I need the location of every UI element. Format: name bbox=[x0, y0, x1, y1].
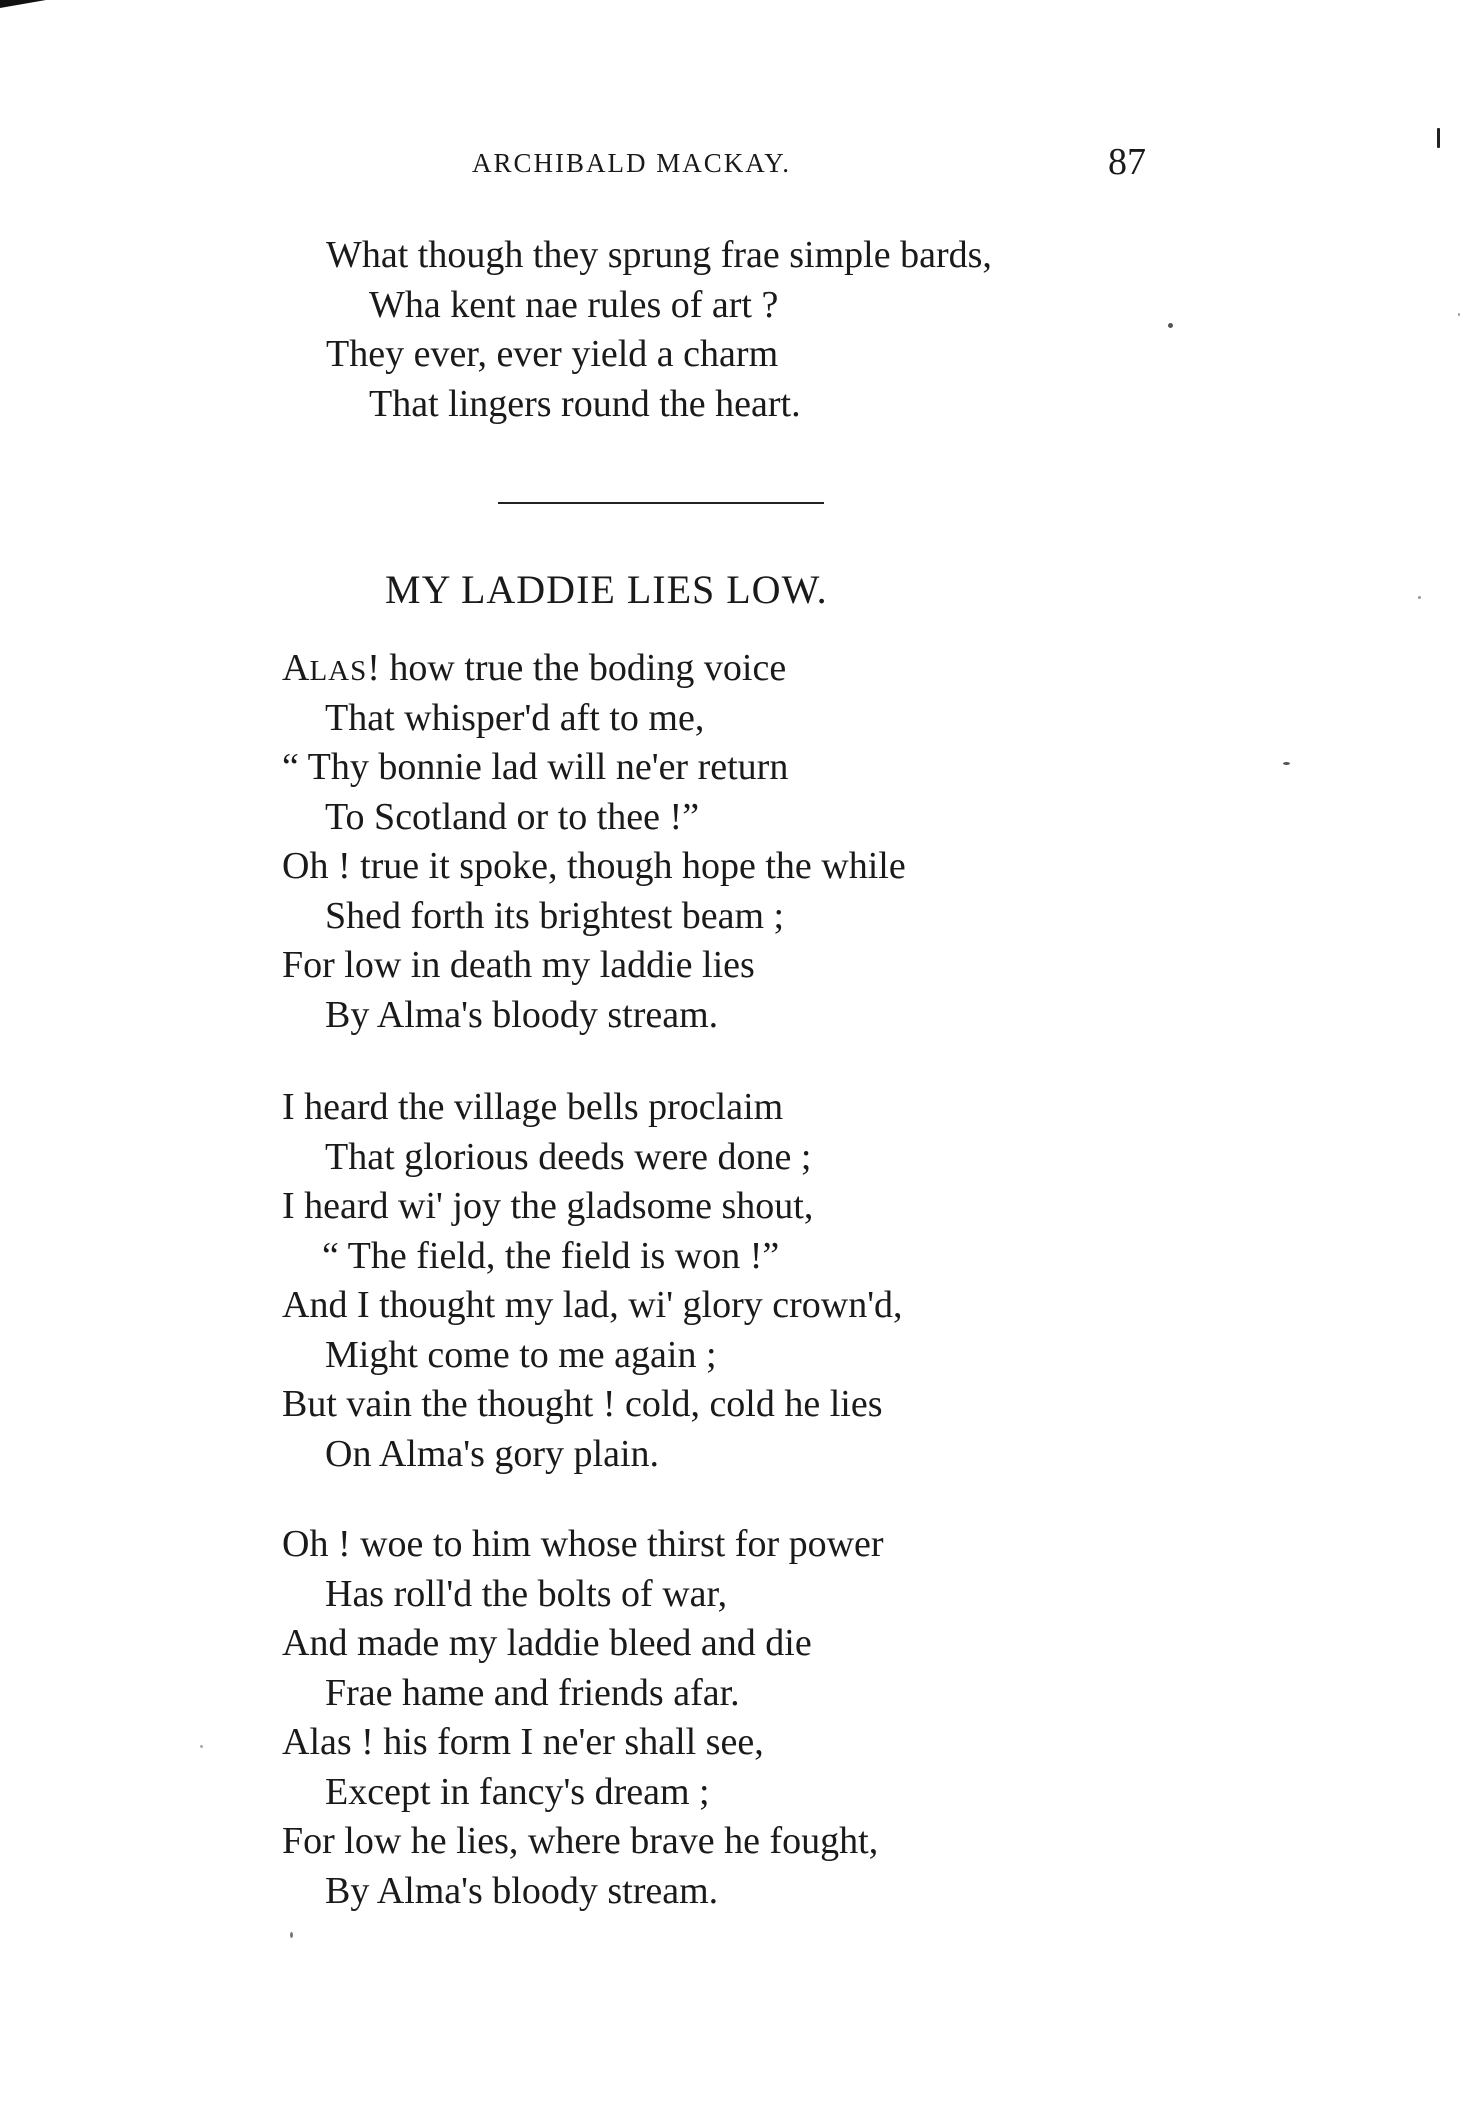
verse-line: Wha kent nae rules of art ? bbox=[369, 283, 779, 326]
scan-speck bbox=[200, 1745, 203, 1748]
page-corner-mark bbox=[0, 0, 46, 8]
verse-line: To Scotland or to thee !” bbox=[325, 795, 700, 838]
verse-line: Oh ! woe to him whose thirst for power bbox=[282, 1523, 884, 1565]
stanza-2 bbox=[282, 1083, 903, 1479]
section-divider bbox=[498, 502, 824, 504]
page-number: 87 bbox=[1108, 141, 1146, 183]
scan-mark bbox=[1437, 128, 1440, 148]
verse-line: And I thought my lad, wi' glory crown'd, bbox=[282, 1284, 903, 1326]
stanza-1 bbox=[282, 644, 906, 1040]
verse-line: But vain the thought ! cold, cold he lies bbox=[282, 1383, 883, 1425]
verse-line: I heard the village bells proclaim bbox=[282, 1086, 784, 1128]
page-header bbox=[0, 140, 1463, 190]
verse-line: Has roll'd the bolts of war, bbox=[325, 1572, 728, 1615]
previous-poem-ending bbox=[326, 231, 992, 429]
scan-speck bbox=[1418, 596, 1421, 599]
scan-speck bbox=[1168, 323, 1173, 328]
verse-line: That glorious deeds were done ; bbox=[325, 1135, 812, 1178]
small-caps-word: LAS bbox=[309, 655, 368, 687]
running-title: ARCHIBALD MACKAY. bbox=[472, 148, 792, 178]
verse-line bbox=[282, 644, 906, 694]
verse-line: For low he lies, where brave he fought, bbox=[282, 1820, 879, 1862]
verse-line: That lingers round the heart. bbox=[369, 382, 801, 425]
verse-line: What though they sprung frae simple bards, bbox=[326, 234, 992, 276]
verse-line: Shed forth its brightest beam ; bbox=[325, 894, 785, 937]
verse-line: They ever, ever yield a charm bbox=[326, 333, 779, 375]
scan-speck bbox=[1283, 762, 1290, 765]
stanza-3 bbox=[282, 1520, 884, 1916]
verse-line: By Alma's bloody stream. bbox=[325, 1869, 719, 1912]
verse-line: I heard wi' joy the gladsome shout, bbox=[282, 1185, 814, 1227]
verse-line: On Alma's gory plain. bbox=[325, 1432, 660, 1475]
verse-line: “ Thy bonnie lad will ne'er return bbox=[282, 746, 789, 788]
verse-line: That whisper'd aft to me, bbox=[325, 696, 705, 739]
verse-line-text: ! how true the boding voice bbox=[367, 647, 787, 689]
verse-line: For low in death my laddie lies bbox=[282, 944, 755, 986]
verse-line: Might come to me again ; bbox=[325, 1333, 717, 1376]
verse-line: Alas ! his form I ne'er shall see, bbox=[282, 1721, 764, 1763]
poem-title: MY LADDIE LIES LOW. bbox=[385, 567, 828, 612]
scan-speck bbox=[290, 1932, 293, 1938]
scan-speck bbox=[1458, 313, 1460, 316]
verse-line: By Alma's bloody stream. bbox=[325, 993, 719, 1036]
initial-letter: A bbox=[282, 647, 310, 689]
verse-line: Except in fancy's dream ; bbox=[325, 1770, 710, 1813]
verse-line: Frae hame and friends afar. bbox=[325, 1671, 740, 1714]
verse-line: Oh ! true it spoke, though hope the while bbox=[282, 845, 906, 887]
verse-line: And made my laddie bleed and die bbox=[282, 1622, 812, 1664]
verse-line: “ The field, the field is won !” bbox=[322, 1234, 780, 1277]
